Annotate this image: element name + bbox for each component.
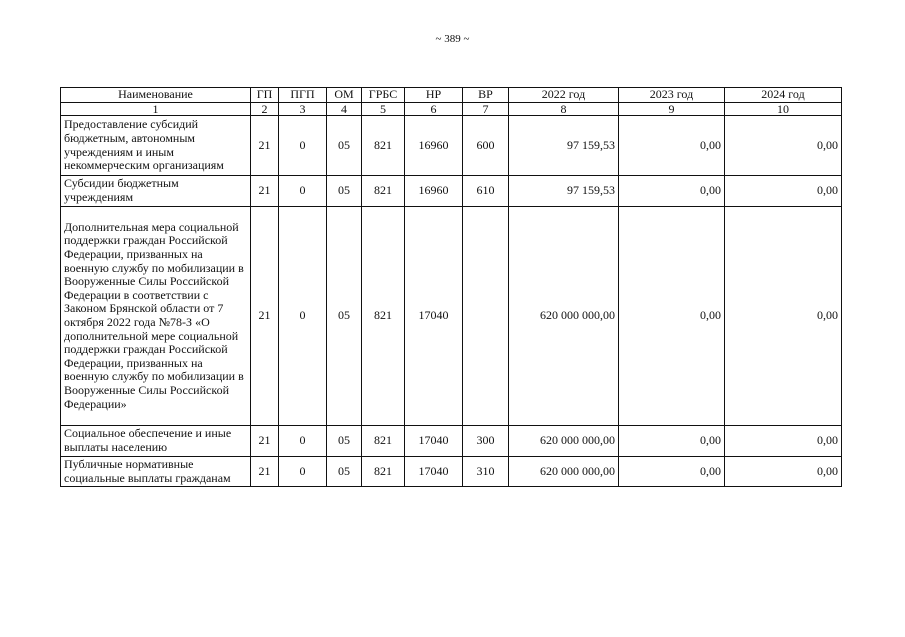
row-amount-2024: 0,00 — [725, 207, 842, 426]
row-grbs: 821 — [362, 116, 405, 176]
row-amount-2022: 620 000 000,00 — [509, 426, 619, 457]
row-grbs: 821 — [362, 426, 405, 457]
row-nr: 16960 — [405, 116, 463, 176]
column-number: 1 — [61, 103, 251, 116]
row-amount-2023: 0,00 — [619, 176, 725, 207]
row-amount-2023: 0,00 — [619, 116, 725, 176]
row-grbs: 821 — [362, 457, 405, 487]
row-amount-2022: 97 159,53 — [509, 176, 619, 207]
row-nr: 17040 — [405, 426, 463, 457]
column-number: 4 — [327, 103, 362, 116]
row-pgp: 0 — [279, 426, 327, 457]
header-grbs: ГРБС — [362, 88, 405, 103]
row-gp: 21 — [251, 457, 279, 487]
column-number: 9 — [619, 103, 725, 116]
budget-table — [60, 87, 842, 487]
row-vr: 310 — [463, 457, 509, 487]
header-nr: НР — [405, 88, 463, 103]
row-name: Дополнительная мера социальной поддержки граждан Российской Федерации, призванных на военную службу по мобилизации в Вооруженные Силы Российской Федерации в соответствии с Законом Брянской области от 7 октября 2022 года №78-З «О дополнительной мере социальной поддержки граждан Российской Федерации, призванных на военную службу по мобилизации в Вооруженные Силы Российской Федерации» — [61, 207, 251, 426]
row-name: Социальное обеспечение и иные выплаты населению — [61, 426, 251, 457]
row-om: 05 — [327, 457, 362, 487]
row-pgp: 0 — [279, 176, 327, 207]
table-row — [61, 176, 842, 207]
row-grbs: 821 — [362, 207, 405, 426]
header-2024: 2024 год — [725, 88, 842, 103]
row-nr: 16960 — [405, 176, 463, 207]
row-amount-2023: 0,00 — [619, 457, 725, 487]
header-vr: ВР — [463, 88, 509, 103]
row-vr: 300 — [463, 426, 509, 457]
column-number: 3 — [279, 103, 327, 116]
header-2022: 2022 год — [509, 88, 619, 103]
row-amount-2022: 620 000 000,00 — [509, 457, 619, 487]
row-om: 05 — [327, 207, 362, 426]
row-gp: 21 — [251, 207, 279, 426]
row-vr — [463, 207, 509, 426]
row-amount-2023: 0,00 — [619, 426, 725, 457]
row-amount-2023: 0,00 — [619, 207, 725, 426]
row-amount-2022: 620 000 000,00 — [509, 207, 619, 426]
row-gp: 21 — [251, 176, 279, 207]
header-gp: ГП — [251, 88, 279, 103]
row-vr: 600 — [463, 116, 509, 176]
column-number: 10 — [725, 103, 842, 116]
column-number: 2 — [251, 103, 279, 116]
header-2023: 2023 год — [619, 88, 725, 103]
row-amount-2024: 0,00 — [725, 116, 842, 176]
row-vr: 610 — [463, 176, 509, 207]
column-number: 8 — [509, 103, 619, 116]
table-row — [61, 207, 842, 426]
row-om: 05 — [327, 116, 362, 176]
table-row — [61, 116, 842, 176]
row-amount-2024: 0,00 — [725, 426, 842, 457]
column-number: 5 — [362, 103, 405, 116]
header-row — [61, 88, 842, 103]
page-number: ~ 389 ~ — [435, 33, 470, 45]
row-om: 05 — [327, 426, 362, 457]
column-number-row — [61, 103, 842, 116]
row-name: Публичные нормативные социальные выплаты гражданам — [61, 457, 251, 487]
row-pgp: 0 — [279, 457, 327, 487]
row-nr: 17040 — [405, 207, 463, 426]
row-amount-2022: 97 159,53 — [509, 116, 619, 176]
row-name: Предоставление субсидий бюджетным, автономным учреждениям и иным некоммерческим организациям — [61, 116, 251, 176]
row-gp: 21 — [251, 426, 279, 457]
row-pgp: 0 — [279, 207, 327, 426]
header-om: ОМ — [327, 88, 362, 103]
header-pgp: ПГП — [279, 88, 327, 103]
table-row — [61, 426, 842, 457]
column-number: 7 — [463, 103, 509, 116]
row-amount-2024: 0,00 — [725, 176, 842, 207]
column-number: 6 — [405, 103, 463, 116]
row-gp: 21 — [251, 116, 279, 176]
row-pgp: 0 — [279, 116, 327, 176]
row-amount-2024: 0,00 — [725, 457, 842, 487]
row-nr: 17040 — [405, 457, 463, 487]
row-om: 05 — [327, 176, 362, 207]
table-row — [61, 457, 842, 487]
header-name: Наименование — [61, 88, 251, 103]
row-grbs: 821 — [362, 176, 405, 207]
row-name: Субсидии бюджетным учреждениям — [61, 176, 251, 207]
